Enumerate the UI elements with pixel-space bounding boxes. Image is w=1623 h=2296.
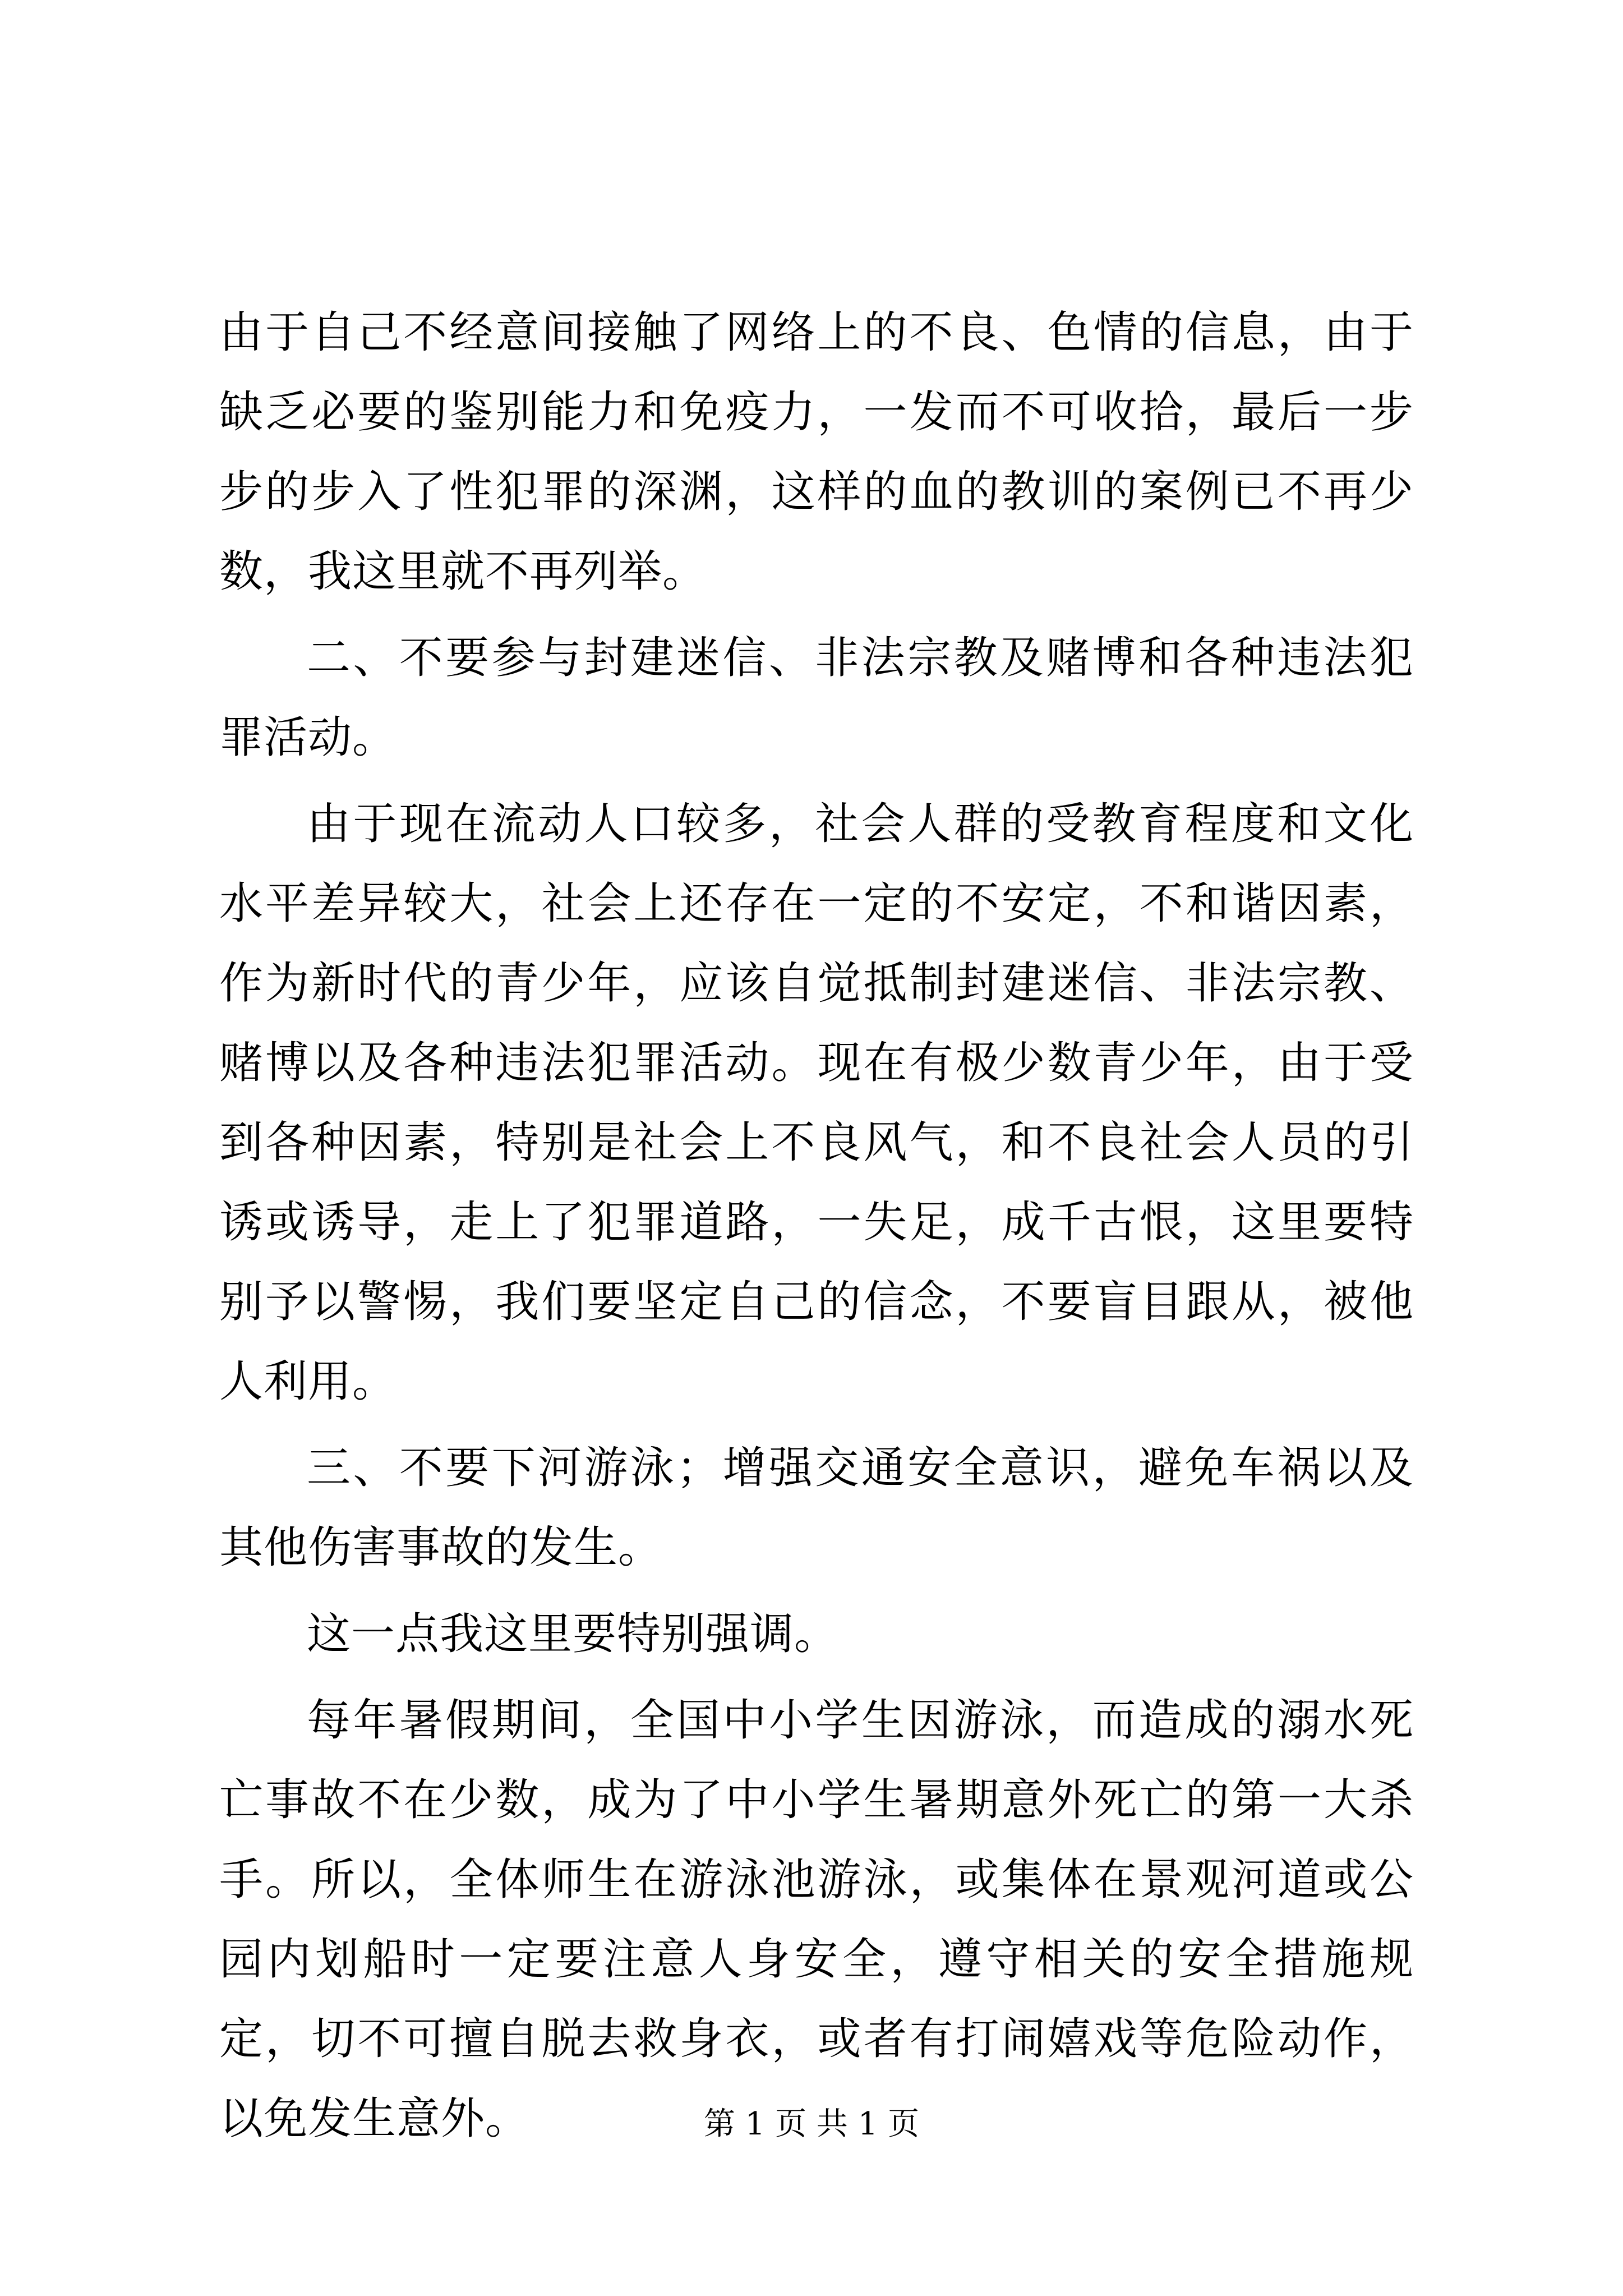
paragraph-6: 每年暑假期间，全国中小学生因游泳，而造成的溺水死亡事故不在少数，成为了中小学生暑期意外死亡的第一大杀手。所以，全体师生在游泳池游泳，或集体在景观河道或公园内划船时一定要注意人身安全，遵守相关的安全措施规定，切不可擅自脱去救身衣，或者有打闹嬉戏等危险动作，以免发生意外。 [219, 1695, 1414, 2144]
paragraph-2: 二、不要参与封建迷信、非法宗教及赌博和各种违法犯罪活动。 [219, 633, 1414, 763]
paragraph-4: 三、不要下河游泳；增强交通安全意识，避免车祸以及其他伤害事故的发生。 [219, 1443, 1414, 1573]
document-body [219, 293, 1414, 2165]
paragraph-3: 由于现在流动人口较多，社会人群的受教育程度和文化水平差异较大，社会上还存在一定的不安定，不和谐因素，作为新时代的青少年，应该自觉抵制封建迷信、非法宗教、赌博以及各种违法犯罪活动。现在有极少数青少年，由于受到各种因素，特别是社会上不良风气，和不良社会人员的引诱或诱导，走上了犯罪道路，一失足，成千古恨，这里要特别予以警惕，我们要坚定自己的信念，不要盲目跟从，被他人利用。 [219, 799, 1414, 1407]
paragraph-5: 这一点我这里要特别强调。 [307, 1609, 839, 1659]
paragraph-1: 由于自己不经意间接触了网络上的不良、色情的信息，由于缺乏必要的鉴别能力和免疫力，一发而不可收拾，最后一步步的步入了性犯罪的深渊，这样的血的教训的案例已不再少数，我这里就不再列举。 [219, 307, 1414, 597]
page-footer: 第 1 页 共 1 页 [703, 2106, 920, 2142]
